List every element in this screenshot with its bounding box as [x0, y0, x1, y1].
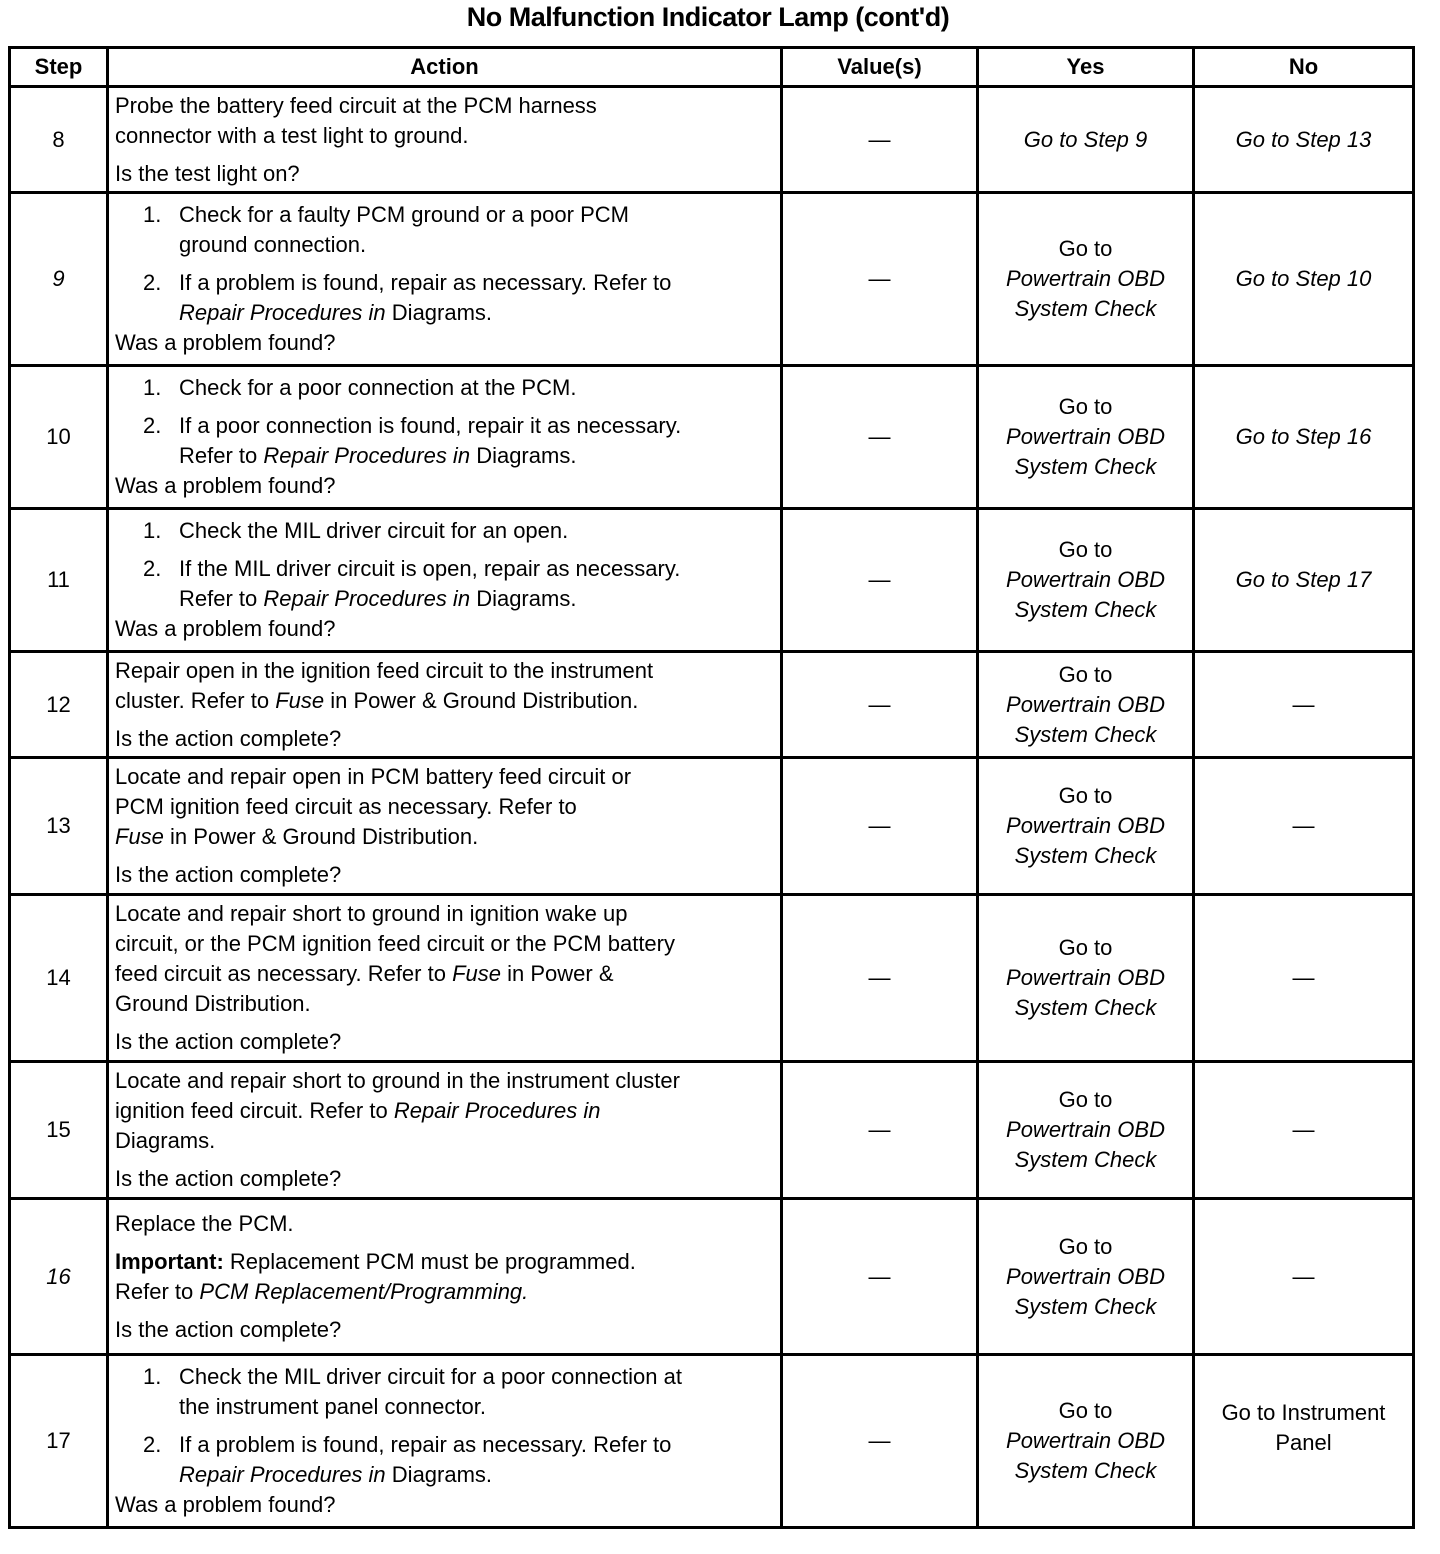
value-cell: — — [782, 652, 978, 758]
action-line: Locate and repair open in PCM battery feed circuit or — [115, 764, 632, 789]
yes-link[interactable]: System Check — [1014, 995, 1157, 1020]
table-row — [10, 1199, 1414, 1355]
yes-link[interactable]: System Check — [1014, 454, 1157, 479]
table-row — [10, 509, 1414, 652]
no-cell — [1194, 193, 1414, 366]
table-row — [10, 87, 1414, 193]
yes-cell: Go to Powertrain OBD System Check — [978, 652, 1194, 758]
action-substep: 1. Check the MIL driver circuit for a poor connection at the instrument panel connector. — [143, 1364, 682, 1419]
yes-cell: Go to Powertrain OBD System Check — [978, 366, 1194, 509]
header-action: Action — [108, 48, 782, 87]
action-cell — [108, 758, 782, 895]
value-cell: — — [782, 509, 978, 652]
action-substep: 1. Check the MIL driver circuit for an open. — [143, 518, 569, 543]
action-line: Diagrams. — [115, 1128, 216, 1153]
value-cell: — — [782, 87, 978, 193]
action-substep: 1. Check for a poor connection at the PCM. — [143, 375, 577, 400]
pcm-replacement-ref: PCM Replacement/Programming. — [199, 1278, 529, 1304]
action-cell — [108, 366, 782, 509]
yes-link[interactable]: System Check — [1014, 296, 1157, 321]
table-row — [10, 895, 1414, 1062]
yes-link[interactable]: Powertrain OBD — [1006, 813, 1165, 838]
yes-cell — [978, 87, 1194, 193]
no-cell — [1194, 87, 1414, 193]
value-cell: — — [782, 1062, 978, 1199]
page-title: No Malfunction Indicator Lamp (cont'd) — [466, 2, 950, 32]
action-question: Is the action complete? — [115, 1029, 342, 1054]
yes-cell: Go to Powertrain OBD System Check — [978, 1355, 1194, 1528]
action-cell — [108, 1199, 782, 1355]
yes-link[interactable]: System Check — [1014, 721, 1157, 747]
yes-link[interactable]: System Check — [1014, 1293, 1157, 1319]
no-link[interactable]: Panel — [1275, 1430, 1332, 1455]
step-number: 12 — [10, 652, 108, 758]
action-cell — [108, 1355, 782, 1528]
yes-cell: Go to Powertrain OBD System Check — [978, 1062, 1194, 1199]
action-cell — [108, 1062, 782, 1199]
repair-procedures-ref: Repair Procedures in — [179, 300, 386, 325]
step-number: 9 — [10, 193, 108, 366]
important-note: Important: Replacement PCM must be programmed. Refer to PCM Replacement/Programming. — [115, 1248, 636, 1304]
action-question: Was a problem found? — [115, 330, 336, 355]
action-line: cluster. Refer to Fuse in Power & Ground Distribution. — [115, 687, 639, 713]
yes-link[interactable]: Powertrain OBD — [1006, 1117, 1165, 1142]
table-row — [10, 193, 1414, 366]
action-cell — [108, 509, 782, 652]
table-row — [10, 758, 1414, 895]
yes-link[interactable]: Powertrain OBD — [1006, 691, 1165, 717]
table-row — [10, 1355, 1414, 1528]
no-cell — [1194, 366, 1414, 509]
fuse-ref: Fuse — [275, 687, 325, 713]
yes-cell: Go to Powertrain OBD System Check — [978, 1199, 1194, 1355]
action-question: Was a problem found? — [115, 1492, 336, 1517]
action-substep: 2. If a problem is found, repair as necessary. Refer to Repair Procedures in Diagrams. — [143, 270, 672, 325]
yes-link[interactable]: Powertrain OBD — [1006, 424, 1165, 449]
action-line: Ground Distribution. — [115, 991, 311, 1016]
action-cell — [108, 87, 782, 193]
action-line: Locate and repair short to ground in the instrument cluster — [115, 1068, 680, 1093]
no-cell: — — [1194, 1199, 1414, 1355]
no-link[interactable]: Go to Step 16 — [1235, 424, 1372, 449]
action-substep: 1. Check for a faulty PCM ground or a poor PCM ground connection. — [143, 202, 629, 257]
yes-link[interactable]: System Check — [1014, 597, 1157, 622]
no-link[interactable]: Go to Step 13 — [1235, 126, 1372, 152]
yes-cell: Go to Powertrain OBD System Check — [978, 193, 1194, 366]
action-substep: 2. If a problem is found, repair as necessary. Refer to Repair Procedures in Diagrams. — [143, 1432, 672, 1487]
value-cell: — — [782, 895, 978, 1062]
yes-cell: Go to Powertrain OBD System Check — [978, 895, 1194, 1062]
value-cell: — — [782, 366, 978, 509]
no-link[interactable]: Go to Step 10 — [1235, 266, 1372, 291]
yes-link[interactable]: System Check — [1014, 1147, 1157, 1172]
action-question: Is the action complete? — [115, 862, 342, 887]
action-line: connector with a test light to ground. — [115, 122, 469, 148]
repair-procedures-ref: Repair Procedures in — [393, 1098, 601, 1123]
value-cell: — — [782, 758, 978, 895]
step-number: 8 — [10, 87, 108, 193]
diagnostic-table — [8, 46, 1415, 1529]
table-row — [10, 652, 1414, 758]
action-question: Is the action complete? — [115, 1166, 342, 1191]
no-cell — [1194, 1355, 1414, 1528]
yes-link[interactable]: Powertrain OBD — [1006, 965, 1165, 990]
action-line: feed circuit as necessary. Refer to Fuse in Power & — [115, 961, 614, 986]
header-yes: Yes — [978, 48, 1194, 87]
action-substep: 2. If a poor connection is found, repair it as necessary. Refer to Repair Procedures in Diagrams. — [143, 413, 682, 468]
no-link[interactable]: Go to Instrument — [1221, 1400, 1386, 1425]
action-line: Locate and repair short to ground in ignition wake up — [115, 901, 628, 926]
yes-cell: Go to Powertrain OBD System Check — [978, 509, 1194, 652]
yes-link[interactable]: Go to Step 9 — [1023, 126, 1148, 152]
table-row — [10, 1062, 1414, 1199]
value-cell: — — [782, 193, 978, 366]
no-cell — [1194, 509, 1414, 652]
action-substep: 2. If the MIL driver circuit is open, repair as necessary. Refer to Repair Procedures in Diagrams. — [143, 556, 681, 611]
step-number: 13 — [10, 758, 108, 895]
action-line: ignition feed circuit. Refer to Repair Procedures in — [115, 1098, 601, 1123]
action-line: PCM ignition feed circuit as necessary. Refer to — [115, 794, 577, 819]
action-question: Was a problem found? — [115, 616, 336, 641]
yes-link[interactable]: Powertrain OBD — [1006, 266, 1165, 291]
repair-procedures-ref: Repair Procedures in — [263, 586, 471, 611]
table-row — [10, 366, 1414, 509]
step-number: 15 — [10, 1062, 108, 1199]
action-line: Probe the battery feed circuit at the PCM harness — [115, 92, 597, 118]
action-line: circuit, or the PCM ignition feed circuit or the PCM battery — [115, 931, 675, 956]
yes-cell: Go to Powertrain OBD System Check — [978, 758, 1194, 895]
yes-link[interactable]: Powertrain OBD — [1006, 567, 1165, 592]
header-no: No — [1194, 48, 1414, 87]
no-cell: — — [1194, 652, 1414, 758]
value-cell: — — [782, 1199, 978, 1355]
step-number: 14 — [10, 895, 108, 1062]
fuse-ref: Fuse — [115, 824, 164, 849]
action-cell — [108, 895, 782, 1062]
action-cell — [108, 193, 782, 366]
header-values: Value(s) — [782, 48, 978, 87]
header-row — [10, 48, 1414, 87]
step-number: 11 — [10, 509, 108, 652]
action-question: Is the test light on? — [115, 160, 300, 186]
step-number: 16 — [10, 1199, 108, 1355]
step-number: 17 — [10, 1355, 108, 1528]
action-line: Replace the PCM. — [115, 1210, 294, 1236]
action-line: Fuse in Power & Ground Distribution. — [115, 824, 479, 849]
yes-link[interactable]: Powertrain OBD — [1006, 1263, 1165, 1289]
action-question: Was a problem found? — [115, 473, 336, 498]
fuse-ref: Fuse — [452, 961, 502, 986]
repair-procedures-ref: Repair Procedures in — [179, 1462, 386, 1487]
action-cell — [108, 652, 782, 758]
value-cell: — — [782, 1355, 978, 1528]
yes-link[interactable]: System Check — [1014, 843, 1157, 868]
yes-link[interactable]: Powertrain OBD — [1006, 1428, 1165, 1453]
no-link[interactable]: Go to Step 17 — [1235, 567, 1372, 592]
action-question: Is the action complete? — [115, 725, 342, 751]
no-cell: — — [1194, 895, 1414, 1062]
yes-link[interactable]: System Check — [1014, 1458, 1157, 1483]
no-cell: — — [1194, 1062, 1414, 1199]
step-number: 10 — [10, 366, 108, 509]
action-question: Is the action complete? — [115, 1316, 342, 1342]
action-line: Repair open in the ignition feed circuit to the instrument — [115, 657, 654, 683]
repair-procedures-ref: Repair Procedures in — [263, 443, 471, 468]
header-step: Step — [10, 48, 108, 87]
no-cell: — — [1194, 758, 1414, 895]
